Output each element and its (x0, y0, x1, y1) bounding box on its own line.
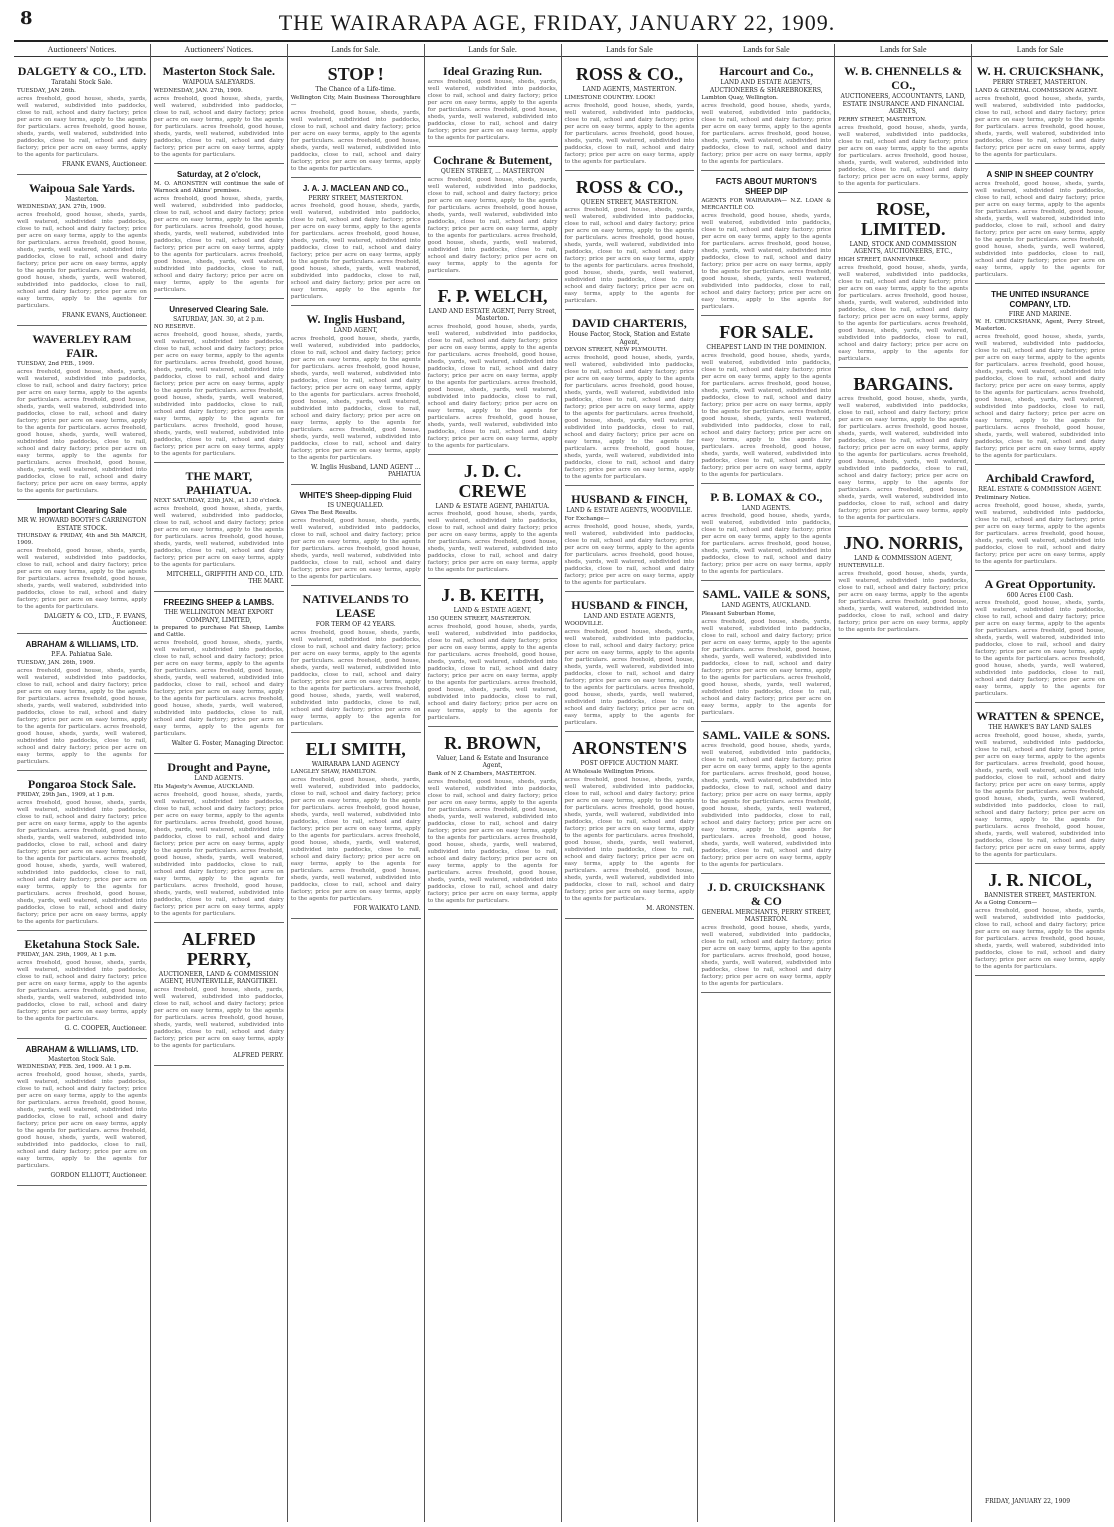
ad-heading: W. B. CHENNELLS & CO., (844, 64, 963, 92)
ad-heading: BARGAINS. (853, 373, 953, 394)
ad-text: Lambton Quay, Wellington. (701, 95, 778, 101)
ad-heading: A SNIP IN SHEEP COUNTRY (986, 169, 1094, 179)
ad-heading: WRATTEN & SPENCE, (976, 709, 1104, 723)
advertisement (291, 308, 421, 485)
ad-subheading: BANNISTER STREET, MASTERTON. (984, 891, 1097, 899)
ad-text: LAND & GENERAL COMMISSION AGENT. (975, 87, 1098, 94)
ad-subheading: Masterton. (65, 195, 99, 203)
ad-text: WEDNESDAY, JAN. 27th, 1909. (153, 87, 243, 94)
advertisement (291, 735, 421, 920)
ad-text: His Majesty's Avenue, AUCKLAND. (153, 783, 255, 790)
ad-subheading: FOR TERM OF 42 YEARS. (315, 621, 396, 628)
ad-body-text: acres freehold, good house, sheds, yards, well watered, subdivided into paddocks, close to rail, school and dairy factory; price per acre on easy terms, apply to the agents for particulars. acres freehold, good house, sheds, yards, well watered, subdivided into paddocks, close to rail, school and dairy factory; price per acre on easy terms, apply to the agents for particulars. (975, 502, 1105, 565)
ad-body-text: acres freehold, good house, sheds, yards, well watered, subdivided into paddocks, close to rail, school and dairy factory; price per acre on easy terms, apply to the agents for particulars. acres freehold, good house, sheds, yards, well watered, subdivided into paddocks, close to rail, school and dairy factory; price per acre on easy terms, apply to the agents for particulars. acres freehold, good house, sheds, yards, well watered, subdivided into paddocks, close to rail, school and dairy factory; price per acre on easy terms, apply to the agents for particulars. acres freehold, good house, sheds, yards, well watered, subdivided into paddocks, close to rail, school and dairy factory; price per acre on easy terms, apply to the agents for particulars. (838, 395, 969, 521)
ad-subheading: SATURDAY, JAN. 30, at 2 p.m. (173, 315, 265, 323)
ad-heading: DALGETY & CO., LTD. (17, 64, 147, 78)
ad-body-text: acres freehold, good house, sheds, yards, well watered, subdivided into paddocks, close to rail, school and dairy factory; price per acre on easy terms, apply to the agents for particulars. acres freehold, good house, sheds, yards, well watered, subdivided into paddocks, close to rail, school and dairy factory; price per acre on easy terms, apply to the agents for particulars. acres freehold, good house, sheds, yards, well watered, subdivided into paddocks, close to rail, school and dairy factory; price per acre on easy terms, apply to the agents for particulars. (701, 213, 832, 310)
ad-heading: FREEZING SHEEP & LAMBS. (163, 598, 275, 607)
ad-body-text: acres freehold, good house, sheds, yards, well watered, subdivided into paddocks, close to rail, school and dairy factory; price per acre on easy terms, apply to the agents for particulars. acres freehold, good house, sheds, yards, well watered, subdivided into paddocks, close to rail, school and dairy factory; price per acre on easy terms, apply to the agents for particulars. acres freehold, good house, sheds, yards, well watered, subdivided into paddocks, close to rail, school and dairy factory; price per acre on easy terms, apply to the agents for particulars. acres freehold, good house, sheds, yards, well watered, subdivided into paddocks, close to rail, school and dairy factory; price per acre on easy terms, apply to the agents for particulars. (153, 332, 284, 457)
ad-heading: ABRAHAM & WILLIAMS, LTD. (25, 1044, 139, 1054)
column-heading: Lands for Sale (698, 44, 834, 57)
advertisement (565, 488, 695, 592)
ad-text: NEXT SATURDAY, 23th JAN., at 1.30 o'clock. (153, 498, 282, 504)
ad-body-text: acres freehold, good house, sheds, yards, well watered, subdivided into paddocks, close to rail, school and dairy factory; price per acre on easy terms, apply to the agents for particulars. acres freehold, good house, sheds, yards, well watered, subdivided into paddocks, close to rail, school and dairy factory; price per acre on easy terms, apply to the agents for particulars. acres freehold, good house, sheds, yards, well watered, subdivided into paddocks, close to rail, school and dairy factory; price per acre on easy terms, apply to the agents for particulars. (427, 623, 558, 721)
ad-signature: Walter G. Foster, Managing Director. (171, 740, 284, 747)
ad-text: NO RESERVE. (153, 324, 196, 330)
ad-body-text: acres freehold, good house, sheds, yards, well watered, subdivided into paddocks, close to rail, school and dairy factory; price per acre on easy terms, apply to the agents for particulars. acres freehold, good house, sheds, yards, well watered, subdivided into paddocks, close to rail, school and dairy factory; price per acre on easy terms, apply to the agents for particulars. acres freehold, good house, sheds, yards, well watered, subdivided into paddocks, close to rail, school and dairy factory; price per acre on easy terms, apply to the agents for particulars. acres freehold, good house, sheds, yards, well watered, subdivided into paddocks, close to rail, school and dairy factory; price per acre on easy terms, apply to the agents for particulars. (564, 776, 695, 902)
ad-subheading: AUCTIONEERS, ACCOUNTANTS, LAND, ESTATE INSURANCE AND FINANCIAL AGENTS, (840, 93, 966, 115)
ad-body-text: acres freehold, good house, sheds, yards, well watered, subdivided into paddocks, close to rail, school and dairy factory; price per acre on easy terms, apply to the agents for particulars. acres freehold, good house, sheds, yards, well watered, subdivided into paddocks, close to rail, school and dairy factory; price per acre on easy terms, apply to the agents for particulars. acres freehold, good house, sheds, yards, well watered, subdivided into paddocks, close to rail, school and dairy factory; price per acre on easy terms, apply to the agents for particulars. acres freehold, good house, sheds, yards, well watered, subdivided into paddocks, close to rail, school and dairy factory; price per acre on easy terms, apply to the agents for particulars. (290, 777, 421, 902)
advertisement (154, 756, 284, 923)
ad-text: HUNTERVILLE. (838, 563, 885, 569)
advertisement (838, 529, 968, 640)
ad-subheading: LAND, STOCK AND COMMISSION AGENTS, AUCTIONEERS, ETC., (849, 240, 957, 255)
ad-heading: Unreserved Clearing Sale. (169, 304, 269, 314)
ad-text: WOODVILLE. (564, 621, 604, 627)
column-heading: Lands for Sale (562, 44, 698, 57)
ad-signature: MITCHELL, GRIFFITH AND CO., LTD. THE MART. (166, 571, 284, 585)
ad-body-text: acres freehold, good house, sheds, yards, well watered, subdivided into paddocks, close to rail, school and dairy factory; price per acre on easy terms, apply to the agents for particulars. acres freehold, good house, sheds, yards, well watered, subdivided into paddocks, close to rail, school and dairy factory; price per acre on easy terms, apply to the agents for particulars. acres freehold, good house, sheds, yards, well watered, subdivided into paddocks, close to rail, school and dairy factory; price per acre on easy terms, apply to the agents for particulars. acres freehold, good house, sheds, yards, well watered, subdivided into paddocks, close to rail, school and dairy factory; price per acre on easy terms, apply to the agents for particulars. (17, 369, 147, 494)
ad-heading: JNO. NORRIS, (843, 532, 963, 553)
column-4 (425, 44, 562, 1522)
advertisement (428, 457, 558, 580)
ad-subheading: GENERAL MERCHANTS, PERRY STREET, MASTERTON. (701, 908, 831, 923)
advertisement (975, 286, 1105, 466)
ad-heading: J. R. NICOL, (988, 869, 1092, 890)
ad-body-text: acres freehold, good house, sheds, yards, well watered, subdivided into paddocks, close to rail, school and dairy factory; price per acre on easy terms, apply to the agents for particulars. acres freehold, good house, sheds, yards, well watered, subdivided into paddocks, close to rail, school and dairy factory; price per acre on easy terms, apply to the agents for particulars. (153, 986, 284, 1049)
advertisement (565, 734, 695, 919)
ad-heading: J. D. C. CREWE (458, 460, 527, 501)
ad-body-text: acres freehold, good house, sheds, yards, well watered, subdivided into paddocks, close to rail, school and dairy factory; price per acre on easy terms, apply to the agents for particulars. acres freehold, good house, sheds, yards, well watered, subdivided into paddocks, close to rail, school and dairy factory; price per acre on easy terms, apply to the agents for particulars. acres freehold, good house, sheds, yards, well watered, subdivided into paddocks, close to rail, school and dairy factory; price per acre on easy terms, apply to the agents for particulars. (153, 195, 284, 293)
ad-body-text: acres freehold, good house, sheds, yards, well watered, subdivided into paddocks, close to rail, school and dairy factory; price per acre on easy terms, apply to the agents for particulars. acres freehold, good house, sheds, yards, well watered, subdivided into paddocks, close to rail, school and dairy factory; price per acre on easy terms, apply to the agents for particulars. (701, 513, 832, 575)
ad-subheading: WAIPOUA SALEYARDS. (182, 79, 256, 86)
ad-subheading: Valuer, Land & Estate and Insurance Agent, (436, 754, 549, 769)
ad-body-text: acres freehold, good house, sheds, yards, well watered, subdivided into paddocks, close to rail, school and dairy factory; price per acre on easy terms, apply to the agents for particulars. acres freehold, good house, sheds, yards, well watered, subdivided into paddocks, close to rail, school and dairy factory; price per acre on easy terms, apply to the agents for particulars. acres freehold, good house, sheds, yards, well watered, subdivided into paddocks, close to rail, school and dairy factory; price per acre on easy terms, apply to the agents for particulars. acres freehold, good house, sheds, yards, well watered, subdivided into paddocks, close to rail, school and dairy factory; price per acre on easy terms, apply to the agents for particulars. (290, 335, 421, 461)
ad-heading: SAML. VAILE & SONS. (702, 727, 830, 742)
ad-subheading: THE WELLINGTON MEAT EXPORT COMPANY, LIMITED, (164, 609, 274, 624)
ad-body-text: acres freehold, good house, sheds, yards, well watered, subdivided into paddocks, close to rail, school and dairy factory; price per acre on easy terms, apply to the agents for particulars. acres freehold, good house, sheds, yards, well watered, subdivided into paddocks, close to rail, school and dairy factory; price per acre on easy terms, apply to the agents for particulars. (838, 124, 969, 187)
ad-heading: Important Clearing Sale (37, 506, 127, 515)
ad-body-text: acres freehold, good house, sheds, yards, well watered, subdivided into paddocks, close to rail, school and dairy factory; price per acre on easy terms, apply to the agents for particulars. acres freehold, good house, sheds, yards, well watered, subdivided into paddocks, close to rail, school and dairy factory; price per acre on easy terms, apply to the agents for particulars. (290, 518, 421, 580)
advertisement (428, 282, 558, 455)
ad-heading: A Great Opportunity. (984, 576, 1096, 591)
advertisement (154, 166, 284, 299)
ad-signature: ALFRED PERRY. (233, 1051, 284, 1059)
ad-body-text: acres freehold, good house, sheds, yards, well watered, subdivided into paddocks, close to rail, school and dairy factory; price per acre on easy terms, apply to the agents for particulars. acres freehold, good house, sheds, yards, well watered, subdivided into paddocks, close to rail, school and dairy factory; price per acre on easy terms, apply to the agents for particulars. acres freehold, good house, sheds, yards, well watered, subdivided into paddocks, close to rail, school and dairy factory; price per acre on easy terms, apply to the agents for particulars. (975, 180, 1105, 278)
ad-text: WEDNESDAY, JAN. 27th, 1909. (17, 204, 106, 210)
advertisement (838, 195, 968, 368)
ad-text: THURSDAY & FRIDAY, 4th and 5th MARCH, 1909. (17, 533, 147, 546)
ad-body-text: acres freehold, good house, sheds, yards, well watered, subdivided into paddocks, close to rail, school and dairy factory; price per acre on easy terms, apply to the agents for particulars. acres freehold, good house, sheds, yards, well watered, subdivided into paddocks, close to rail, school and dairy factory; price per acre on easy terms, apply to the agents for particulars. acres freehold, good house, sheds, yards, well watered, subdivided into paddocks, close to rail, school and dairy factory; price per acre on easy terms, apply to the agents for particulars. (838, 264, 969, 362)
advertisement (975, 705, 1105, 864)
ad-subheading: LAND AND ESTATE AGENT, Perry Street, Masterton. (428, 307, 557, 322)
ad-heading: Pongaroa Stock Sale. (27, 776, 136, 791)
ad-text: DEVON STREET, NEW PLYMOUTH. (564, 347, 668, 353)
ad-subheading: LAND AGENTS. (194, 775, 244, 782)
ad-text: is prepared to purchase Fat Sheep, Lambs and Cattle. (153, 625, 284, 638)
ad-body-text: acres freehold, good house, sheds, yards, well watered, subdivided into paddocks, close to rail, school and dairy factory; price per acre on easy terms, apply to the agents for particulars. acres freehold, good house, sheds, yards, well watered, subdivided into paddocks, close to rail, school and dairy factory; price per acre on easy terms, apply to the agents for particulars. acres freehold, good house, sheds, yards, well watered, subdivided into paddocks, close to rail, school and dairy factory; price per acre on easy terms, apply to the agents for particulars. acres freehold, good house, sheds, yards, well watered, subdivided into paddocks, close to rail, school and dairy factory; price per acre on easy terms, apply to the agents for particulars. (17, 799, 147, 925)
ad-body-text: acres freehold, good house, sheds, yards, well watered, subdivided into paddocks, close to rail, school and dairy factory; price per acre on easy terms, apply to the agents for particulars. acres freehold, good house, sheds, yards, well watered, subdivided into paddocks, close to rail, school and dairy factory; price per acre on easy terms, apply to the agents for particulars. (701, 103, 832, 165)
advertisement (975, 866, 1105, 977)
advertisement (975, 60, 1105, 164)
ad-subheading: FIRE AND MARINE. (1008, 310, 1072, 318)
ad-body-text: acres freehold, good house, sheds, yards, well watered, subdivided into paddocks, close to rail, school and dairy factory; price per acre on easy terms, apply to the agents for particulars. acres freehold, good house, sheds, yards, well watered, subdivided into paddocks, close to rail, school and dairy factory; price per acre on easy terms, apply to the agents for particulars. (290, 109, 421, 172)
ad-text: HIGH STREET, DANNEVIRKE. (838, 256, 926, 263)
ad-body-text: acres freehold, good house, sheds, yards, well watered, subdivided into paddocks, close to rail, school and dairy factory; price per acre on easy terms, apply to the agents for particulars. acres freehold, good house, sheds, yards, well watered, subdivided into paddocks, close to rail, school and dairy factory; price per acre on easy terms, apply to the agents for particulars. acres freehold, good house, sheds, yards, well watered, subdivided into paddocks, close to rail, school and dairy factory; price per acre on easy terms, apply to the agents for particulars. acres freehold, good house, sheds, yards, well watered, subdivided into paddocks, close to rail, school and dairy factory; price per acre on easy terms, apply to the agents for particulars. (153, 791, 284, 917)
ad-subheading: LAND AND ESTATE AGENTS, AUCTIONEERS & SHAREBROKERS, (709, 79, 823, 94)
ad-body-text: acres freehold, good house, sheds, yards, well watered, subdivided into paddocks, close to rail, school and dairy factory; price per acre on easy terms, apply to the agents for particulars. acres freehold, good house, sheds, yards, well watered, subdivided into paddocks, close to rail, school and dairy factory; price per acre on easy terms, apply to the agents for particulars. acres freehold, good house, sheds, yards, well watered, subdivided into paddocks, close to rail, school and dairy factory; price per acre on easy terms, apply to the agents for particulars. (290, 629, 421, 727)
ad-body-text: acres freehold, good house, sheds, yards, well watered, subdivided into paddocks, close to rail, school and dairy factory; price per acre on easy terms, apply to the agents for particulars. acres freehold, good house, sheds, yards, well watered, subdivided into paddocks, close to rail, school and dairy factory; price per acre on easy terms, apply to the agents for particulars. acres freehold, good house, sheds, yards, well watered, subdivided into paddocks, close to rail, school and dairy factory; price per acre on easy terms, apply to the agents for particulars. acres freehold, good house, sheds, yards, well watered, subdivided into paddocks, close to rail, school and dairy factory; price per acre on easy terms, apply to the agents for particulars. (427, 778, 558, 904)
ad-heading: DAVID CHARTERIS, (572, 316, 687, 330)
ad-text: Gives The Best Results. (290, 510, 358, 516)
advertisement (291, 180, 421, 307)
ad-body-text: acres freehold, good house, sheds, yards, well watered, subdivided into paddocks, close to rail, school and dairy factory; price per acre on easy terms, apply to the agents for particulars. acres freehold, good house, sheds, yards, well watered, subdivided into paddocks, close to rail, school and dairy factory; price per acre on easy terms, apply to the agents for particulars. (153, 95, 284, 158)
footer-dateline: FRIDAY, JANUARY 22, 1909 (985, 1498, 1071, 1505)
ad-body-text: acres freehold, good house, sheds, yards, well watered, subdivided into paddocks, close to rail, school and dairy factory; price per acre on easy terms, apply to the agents for particulars. acres freehold, good house, sheds, yards, well watered, subdivided into paddocks, close to rail, school and dairy factory; price per acre on easy terms, apply to the agents for particulars. acres freehold, good house, sheds, yards, well watered, subdivided into paddocks, close to rail, school and dairy factory; price per acre on easy terms, apply to the agents for particulars. (427, 176, 558, 274)
advertisement (428, 149, 558, 280)
advertisement (291, 588, 421, 733)
ad-body-text: acres freehold, good house, sheds, yards, well watered, subdivided into paddocks, close to rail, school and dairy factory; price per acre on easy terms, apply to the agents for particulars. acres freehold, good house, sheds, yards, well watered, subdivided into paddocks, close to rail, school and dairy factory; price per acre on easy terms, apply to the agents for particulars. acres freehold, good house, sheds, yards, well watered, subdivided into paddocks, close to rail, school and dairy factory; price per acre on easy terms, apply to the agents for particulars. acres freehold, good house, sheds, yards, well watered, subdivided into paddocks, close to rail, school and dairy factory; price per acre on easy terms, apply to the agents for particulars. (701, 742, 832, 868)
ad-body-text: acres freehold, good house, sheds, yards, well watered, subdivided into paddocks, close to rail, school and dairy factory; price per acre on easy terms, apply to the agents for particulars. acres freehold, good house, sheds, yards, well watered, subdivided into paddocks, close to rail, school and dairy factory; price per acre on easy terms, apply to the agents for particulars. (17, 95, 147, 158)
advertisement (17, 933, 147, 1039)
column-heading: Lands for Sale (835, 44, 971, 57)
ad-heading: F. P. WELCH, (437, 285, 548, 306)
ad-text: WEDNESDAY, FEB. 3rd, 1909. At 1 p.m. (17, 1064, 132, 1070)
advertisement (975, 573, 1105, 704)
ad-subheading: Masterton Stock Sale. (48, 1055, 116, 1063)
advertisement (565, 594, 695, 733)
advertisement (154, 60, 284, 164)
ad-subheading: LAND & ESTATE AGENT, PAHIATUA. (435, 502, 550, 510)
ad-heading: Drought and Payne, (167, 760, 271, 774)
advertisement (428, 581, 558, 727)
ad-text: LANGLEY SHAW, HAMILTON. (290, 769, 377, 775)
ad-heading: W. Inglis Husband, (306, 312, 405, 326)
ad-signature: M. ARONSTEN. (646, 904, 695, 912)
ad-heading: HUSBAND & FINCH, (571, 492, 688, 506)
ad-subheading: REAL ESTATE & COMMISSION AGENT. (978, 486, 1102, 493)
advertisement (154, 594, 284, 754)
ad-body-text: acres freehold, good house, sheds, yards, well watered, subdivided into paddocks, close to rail, school and dairy factory; price per acre on easy terms, apply to the agents for particulars. acres freehold, good house, sheds, yards, well watered, subdivided into paddocks, close to rail, school and dairy factory; price per acre on easy terms, apply to the agents for particulars. acres freehold, good house, sheds, yards, well watered, subdivided into paddocks, close to rail, school and dairy factory; price per acre on easy terms, apply to the agents for particulars. (17, 1072, 147, 1169)
column-6 (698, 44, 835, 1522)
ad-heading: ROSS & CO., (575, 64, 683, 84)
ad-subheading: QUEEN STREET, MASTERTON. (580, 198, 679, 206)
ad-text: AGENTS FOR WAIRARAPA— N.Z. LOAN & MERCANTILE CO. (701, 198, 832, 211)
advertisement (565, 173, 695, 311)
page-number: 8 (20, 8, 33, 29)
advertisement (17, 328, 147, 500)
ad-text: 150 QUEEN STREET, MASTERTON. (427, 615, 531, 622)
ad-heading: J. D. CRUICKSHANK & CO (707, 879, 826, 908)
advertisement (428, 60, 558, 147)
ad-body-text: acres freehold, good house, sheds, yards, well watered, subdivided into paddocks, close to rail, school and dairy factory; price per acre on easy terms, apply to the agents for particulars. acres freehold, good house, sheds, yards, well watered, subdivided into paddocks, close to rail, school and dairy factory; price per acre on easy terms, apply to the agents for particulars. (153, 506, 284, 568)
ad-subheading: QUEEN STREET, ... MASTERTON (440, 168, 545, 175)
ad-heading: J. B. KEITH, (441, 585, 544, 605)
ad-heading: J. A. J. MACLEAN AND CO., (302, 183, 409, 193)
ad-text: M. O. ARONSTEN will continue the sale of Warnock and Alkins' premises. (153, 180, 284, 194)
ad-heading: Waipoua Sale Yards. (28, 180, 135, 195)
ad-subheading: LAND AGENTS, MASTERTON. (582, 86, 677, 93)
masthead-rule (14, 40, 1108, 42)
ad-body-text: acres freehold, good house, sheds, yards, well watered, subdivided into paddocks, close to rail, school and dairy factory; price per acre on easy terms, apply to the agents for particulars. acres freehold, good house, sheds, yards, well watered, subdivided into paddocks, close to rail, school and dairy factory; price per acre on easy terms, apply to the agents for particulars. acres freehold, good house, sheds, yards, well watered, subdivided into paddocks, close to rail, school and dairy factory; price per acre on easy terms, apply to the agents for particulars. (17, 212, 147, 309)
ad-subheading: Taratahi Stock Sale. (51, 79, 113, 86)
advertisement (17, 636, 147, 771)
ad-heading: NATIVELANDS TO LEASE (302, 592, 409, 620)
ad-subheading: LAND AND ESTATE AGENTS, (583, 612, 676, 620)
advertisement (701, 60, 831, 171)
advertisement (565, 60, 695, 171)
ad-subheading: 600 Acres £100 Cash. (1006, 591, 1074, 599)
column-5 (562, 44, 699, 1522)
ad-heading: ROSS & CO., (575, 176, 683, 197)
ad-subheading: THE HAWKE'S BAY LAND SALES (988, 724, 1092, 731)
ad-body-text: acres freehold, good house, sheds, yards, well watered, subdivided into paddocks, close to rail, school and dairy factory; price per acre on easy terms, apply to the agents for particulars. acres freehold, good house, sheds, yards, well watered, subdivided into paddocks, close to rail, school and dairy factory; price per acre on easy terms, apply to the agents for particulars. acres freehold, good house, sheds, yards, well watered, subdivided into paddocks, close to rail, school and dairy factory; price per acre on easy terms, apply to the agents for particulars. acres freehold, good house, sheds, yards, well watered, subdivided into paddocks, close to rail, school and dairy factory; price per acre on easy terms, apply to the agents for particulars. (975, 334, 1105, 459)
ad-heading: ABRAHAM & WILLIAMS, LTD. (25, 640, 139, 649)
columns (14, 44, 1108, 1522)
advertisement (154, 465, 284, 592)
ad-subheading: AUCTIONEER, LAND & COMMISSION AGENT, HUNTERVILLE, RANGITIKEI. (158, 970, 279, 985)
ad-text: PERRY STREET, MASTERTON. (838, 116, 927, 123)
column-8 (972, 44, 1108, 1522)
ad-heading: Saturday, at 2 o'clock, (177, 169, 261, 179)
advertisement (17, 1041, 147, 1187)
advertisement (17, 773, 147, 931)
ad-heading: W. H. CRUICKSHANK, (976, 64, 1104, 78)
advertisement (701, 318, 831, 484)
ad-subheading: The Chance of a Life-time. (315, 86, 396, 93)
ad-body-text: acres freehold, good house, sheds, yards, well watered, subdivided into paddocks, close to rail, school and dairy factory; price per acre on easy terms, apply to the agents for particulars. acres freehold, good house, sheds, yards, well watered, subdivided into paddocks, close to rail, school and dairy factory; price per acre on easy terms, apply to the agents for particulars. acres freehold, good house, sheds, yards, well watered, subdivided into paddocks, close to rail, school and dairy factory; price per acre on easy terms, apply to the agents for particulars. acres freehold, good house, sheds, yards, well watered, subdivided into paddocks, close to rail, school and dairy factory; price per acre on easy terms, apply to the agents for particulars. (427, 323, 558, 449)
ad-text: Wellington City, Main Business Thoroughfare— (290, 94, 421, 108)
advertisement (291, 487, 421, 587)
advertisement (17, 60, 147, 175)
advertisement (154, 301, 284, 464)
ad-subheading: LAND & ESTATE AGENT, (453, 607, 532, 614)
ad-subheading: WAIRARAPA LAND AGENCY (311, 760, 400, 768)
column-heading: Lands for Sale (972, 44, 1108, 57)
ad-subheading: LAND AGENT, (333, 327, 378, 334)
ad-body-text: acres freehold, good house, sheds, yards, well watered, subdivided into paddocks, close to rail, school and dairy factory; price per acre on easy terms, apply to the agents for particulars. acres freehold, good house, sheds, yards, well watered, subdivided into paddocks, close to rail, school and dairy factory; price per acre on easy terms, apply to the agents for particulars. acres freehold, good house, sheds, yards, well watered, subdivided into paddocks, close to rail, school and dairy factory; price per acre on easy terms, apply to the agents for particulars. (975, 600, 1105, 697)
ad-heading: FACTS ABOUT MURTON'S SHEEP DIP (715, 177, 817, 196)
advertisement (428, 729, 558, 910)
ad-signature: FRANK EVANS, Auctioneer. (62, 160, 147, 168)
column-heading: Lands for Sale. (425, 44, 561, 57)
ad-body-text: acres freehold, good house, sheds, yards, well watered, subdivided into paddocks, close to rail, school and dairy factory; price per acre on easy terms, apply to the agents for particulars. acres freehold, good house, sheds, yards, well watered, subdivided into paddocks, close to rail, school and dairy factory; price per acre on easy terms, apply to the agents for particulars. acres freehold, good house, sheds, yards, well watered, subdivided into paddocks, close to rail, school and dairy factory; price per acre on easy terms, apply to the agents for particulars. (564, 207, 695, 304)
ad-text: TUESDAY, JAN 26th. (17, 87, 76, 94)
ad-text: Bank of N Z Chambers, MASTERTON. (427, 770, 537, 777)
advertisement (975, 467, 1105, 571)
ad-heading: SAML. VAILE & SONS, (702, 587, 830, 601)
ad-body-text: acres freehold, good house, sheds, yards, well watered, subdivided into paddocks, close to rail, school and dairy factory; price per acre on easy terms, apply to the agents for particulars. acres freehold, good house, sheds, yards, well watered, subdivided into paddocks, close to rail, school and dairy factory; price per acre on easy terms, apply to the agents for particulars. acres freehold, good house, sheds, yards, well watered, subdivided into paddocks, close to rail, school and dairy factory; price per acre on easy terms, apply to the agents for particulars. acres freehold, good house, sheds, yards, well watered, subdivided into paddocks, close to rail, school and dairy factory; price per acre on easy terms, apply to the agents for particulars. (564, 355, 695, 480)
ad-heading: Eketahuna Stock Sale. (24, 936, 140, 951)
ad-heading: P. B. LOMAX & CO., (710, 489, 823, 504)
column-heading: Lands for Sale. (288, 44, 424, 57)
ad-body-text: acres freehold, good house, sheds, yards, well watered, subdivided into paddocks, close to rail, school and dairy factory; price per acre on easy terms, apply to the agents for particulars. acres freehold, good house, sheds, yards, well watered, subdivided into paddocks, close to rail, school and dairy factory; price per acre on easy terms, apply to the agents for particulars. (975, 95, 1105, 158)
ad-body-text: acres freehold, good house, sheds, yards, well watered, subdivided into paddocks, close to rail, school and dairy factory; price per acre on easy terms, apply to the agents for particulars. acres freehold, good house, sheds, yards, well watered, subdivided into paddocks, close to rail, school and dairy factory; price per acre on easy terms, apply to the agents for particulars. (564, 523, 695, 586)
advertisement (701, 486, 831, 582)
ad-heading: ROSE, LIMITED. (860, 198, 946, 239)
ad-subheading: LAND AGENTS. (741, 504, 791, 512)
ad-heading: HUSBAND & FINCH, (571, 597, 688, 612)
ad-heading: ELI SMITH, (305, 738, 406, 759)
advertisement (975, 166, 1105, 284)
advertisement (17, 177, 147, 327)
ad-body-text: acres freehold, good house, sheds, yards, well watered, subdivided into paddocks, close to rail, school and dairy factory; price per acre on easy terms, apply to the agents for particulars. acres freehold, good house, sheds, yards, well watered, subdivided into paddocks, close to rail, school and dairy factory; price per acre on easy terms, apply to the agents for particulars. (17, 548, 147, 610)
ad-subheading: House Factor, Stock, Station and Estate Agent, (568, 331, 691, 346)
ad-signature: FRANK EVANS, Auctioneer. (62, 312, 147, 319)
ad-heading: WHITE'S Sheep-dipping Fluid (299, 490, 412, 500)
ad-heading: THE UNITED INSURANCE COMPANY, LTD. (991, 289, 1089, 309)
ad-body-text: acres freehold, good house, sheds, yards, well watered, subdivided into paddocks, close to rail, school and dairy factory; price per acre on easy terms, apply to the agents for particulars. acres freehold, good house, sheds, yards, well watered, subdivided into paddocks, close to rail, school and dairy factory; price per acre on easy terms, apply to the agents for particulars. acres freehold, good house, sheds, yards, well watered, subdivided into paddocks, close to rail, school and dairy factory; price per acre on easy terms, apply to the agents for particulars. (17, 667, 147, 765)
ad-text: As a Going Concern— (975, 900, 1038, 906)
ad-heading: ALFRED PERRY, (181, 928, 256, 969)
advertisement (701, 583, 831, 722)
ad-text: For Exchange— (564, 515, 610, 522)
column-heading: Auctioneers' Notices. (151, 44, 287, 57)
ad-text: FRIDAY, 29th Jan., 1909, at 1 p.m. (17, 791, 115, 798)
ad-signature: W. Inglis Husband, LAND AGENT ... PAHIATUA (311, 463, 421, 478)
ad-heading: THE MART, PAHIATUA. (185, 469, 253, 497)
ad-body-text: acres freehold, good house, sheds, yards, well watered, subdivided into paddocks, close to rail, school and dairy factory; price per acre on easy terms, apply to the agents for particulars. acres freehold, good house, sheds, yards, well watered, subdivided into paddocks, close to rail, school and dairy factory; price per acre on easy terms, apply to the agents for particulars. acres freehold, good house, sheds, yards, well watered, subdivided into paddocks, close to rail, school and dairy factory; price per acre on easy terms, apply to the agents for particulars. (564, 629, 695, 726)
ad-heading: Masterton Stock Sale. (162, 64, 275, 78)
ad-body-text: acres freehold, good house, sheds, yards, well watered, subdivided into paddocks, close to rail, school and dairy factory; price per acre on easy terms, apply to the agents for particulars. acres freehold, good house, sheds, yards, well watered, subdivided into paddocks, close to rail, school and dairy factory; price per acre on easy terms, apply to the agents for particulars. (564, 102, 695, 165)
ad-text: W. H. CRUICKSHANK, Agent, Perry Street, Masterton. (975, 319, 1105, 332)
column-7 (835, 44, 972, 1522)
ad-heading: Cochrane & Butement, (433, 153, 553, 167)
ad-signature: G. C. COOPER, Auctioneer. (64, 1024, 147, 1032)
ad-heading: STOP ! (327, 64, 384, 84)
column-heading: Auctioneers' Notices. (14, 44, 150, 57)
ad-body-text: acres freehold, good house, sheds, yards, well watered, subdivided into paddocks, close to rail, school and dairy factory; price per acre on easy terms, apply to the agents for particulars. acres freehold, good house, sheds, yards, well watered, subdivided into paddocks, close to rail, school and dairy factory; price per acre on easy terms, apply to the agents for particulars. acres freehold, good house, sheds, yards, well watered, subdivided into paddocks, close to rail, school and dairy factory; price per acre on easy terms, apply to the agents for particulars. acres freehold, good house, sheds, yards, well watered, subdivided into paddocks, close to rail, school and dairy factory; price per acre on easy terms, apply to the agents for particulars. (701, 352, 832, 478)
ad-subheading: MR W. HOWARD BOOTH'S CARRINGTON ESTATE STOCK. (17, 517, 147, 532)
ad-heading: Archibald Crawford, (985, 471, 1095, 485)
ad-subheading: IS UNEQUALLED. (327, 501, 384, 509)
ad-body-text: acres freehold, good house, sheds, yards, well watered, subdivided into paddocks, close to rail, school and dairy factory; price per acre on easy terms, apply to the agents for particulars. acres freehold, good house, sheds, yards, well watered, subdivided into paddocks, close to rail, school and dairy factory; price per acre on easy terms, apply to the agents for particulars. acres freehold, good house, sheds, yards, well watered, subdivided into paddocks, close to rail, school and dairy factory; price per acre on easy terms, apply to the agents for particulars. (290, 203, 421, 300)
advertisement (701, 173, 831, 316)
ad-body-text: acres freehold, good house, sheds, yards, well watered, subdivided into paddocks, close to rail, school and dairy factory; price per acre on easy terms, apply to the agents for particulars. acres freehold, good house, sheds, yards, well watered, subdivided into paddocks, close to rail, school and dairy factory; price per acre on easy terms, apply to the agents for particulars. (427, 511, 558, 573)
ad-text: LIMESTONE COUNTRY. LOOK! (564, 94, 656, 101)
ad-subheading: PERRY STREET, MASTERTON. (308, 194, 403, 202)
ad-text: Pleasant Suburban Home, (701, 610, 776, 617)
ad-subheading: LAND & ESTATE AGENTS, WOODVILLE. (566, 507, 693, 514)
ad-heading: ARONSTEN'S (571, 738, 687, 758)
ad-signature: GORDON ELLIOTT, Auctioneer. (50, 1172, 147, 1179)
ad-body-text: acres freehold, good house, sheds, yards, well watered, subdivided into paddocks, close to rail, school and dairy factory; price per acre on easy terms, apply to the agents for particulars. acres freehold, good house, sheds, yards, well watered, subdivided into paddocks, close to rail, school and dairy factory; price per acre on easy terms, apply to the agents for particulars. (701, 924, 832, 987)
ad-signature: FOR WAIKATO LAND. (353, 905, 421, 912)
advertisement (838, 370, 968, 527)
newspaper-title: THE WAIRARAPA AGE, FRIDAY, JANUARY 22, 1909. (278, 10, 836, 35)
ad-heading: Ideal Grazing Run. (443, 64, 543, 78)
ad-heading: Harcourt and Co., (719, 64, 814, 78)
ad-body-text: acres freehold, good house, sheds, yards, well watered, subdivided into paddocks, close to rail, school and dairy factory; price per acre on easy terms, apply to the agents for particulars. acres freehold, good house, sheds, yards, well watered, subdivided into paddocks, close to rail, school and dairy factory; price per acre on easy terms, apply to the agents for particulars. acres freehold, good house, sheds, yards, well watered, subdivided into paddocks, close to rail, school and dairy factory; price per acre on easy terms, apply to the agents for particulars. (153, 640, 284, 737)
advertisement (17, 502, 147, 634)
ad-body-text: acres freehold, good house, sheds, yards, well watered, subdivided into paddocks, close to rail, school and dairy factory; price per acre on easy terms, apply to the agents for particulars. acres freehold, good house, sheds, yards, well watered, subdivided into paddocks, close to rail, school and dairy factory; price per acre on easy terms, apply to the agents for particulars. (838, 571, 969, 633)
ad-text: TUESDAY, 2nd FEB., 1909. (17, 361, 95, 367)
ad-heading: FOR SALE. (719, 322, 814, 342)
ad-subheading: P.F.A. Pahiatua Sale. (51, 651, 113, 658)
ad-text: At Wholesale Wellington Prices. (564, 768, 655, 775)
ad-subheading: LAND AGENTS, AUCKLAND. (721, 602, 811, 609)
ad-heading: WAVERLEY RAM FAIR. (32, 332, 132, 360)
ad-text: TUESDAY, JAN. 26th, 1909. (17, 659, 96, 666)
ad-body-text: acres freehold, good house, sheds, yards, well watered, subdivided into paddocks, close to rail, school and dairy factory; price per acre on easy terms, apply to the agents for particulars. acres freehold, good house, sheds, yards, well watered, subdivided into paddocks, close to rail, school and dairy factory; price per acre on easy terms, apply to the agents for particulars. (427, 79, 558, 141)
advertisement (838, 60, 968, 193)
ad-body-text: acres freehold, good house, sheds, yards, well watered, subdivided into paddocks, close to rail, school and dairy factory; price per acre on easy terms, apply to the agents for particulars. acres freehold, good house, sheds, yards, well watered, subdivided into paddocks, close to rail, school and dairy factory; price per acre on easy terms, apply to the agents for particulars. (17, 959, 147, 1022)
ad-body-text: acres freehold, good house, sheds, yards, well watered, subdivided into paddocks, close to rail, school and dairy factory; price per acre on easy terms, apply to the agents for particulars. acres freehold, good house, sheds, yards, well watered, subdivided into paddocks, close to rail, school and dairy factory; price per acre on easy terms, apply to the agents for particulars. acres freehold, good house, sheds, yards, well watered, subdivided into paddocks, close to rail, school and dairy factory; price per acre on easy terms, apply to the agents for particulars. acres freehold, good house, sheds, yards, well watered, subdivided into paddocks, close to rail, school and dairy factory; price per acre on easy terms, apply to the agents for particulars. (975, 732, 1105, 858)
ad-text: FRIDAY, JAN. 29th, 1909, At 1 p.m. (17, 951, 117, 958)
column-3 (288, 44, 425, 1522)
ad-body-text: acres freehold, good house, sheds, yards, well watered, subdivided into paddocks, close to rail, school and dairy factory; price per acre on easy terms, apply to the agents for particulars. acres freehold, good house, sheds, yards, well watered, subdivided into paddocks, close to rail, school and dairy factory; price per acre on easy terms, apply to the agents for particulars. (975, 908, 1105, 970)
ad-subheading: PERRY STREET, MASTERTON. (992, 79, 1088, 86)
ad-subheading: LAND & COMMISSION AGENT, (854, 554, 953, 562)
ad-text: Preliminary Notice. (975, 494, 1031, 501)
ad-subheading: CHEAPEST LAND IN THE DOMINION. (706, 344, 827, 351)
advertisement (701, 876, 831, 993)
ad-subheading: POST OFFICE AUCTION MART. (580, 760, 679, 767)
column-1 (14, 44, 151, 1522)
masthead (0, 0, 1114, 40)
column-2 (151, 44, 288, 1522)
ad-signature: DALGETY & CO., LTD., F. EVANS, Auctioneer. (44, 613, 147, 627)
advertisement (701, 724, 831, 874)
advertisement (154, 925, 284, 1066)
advertisement (291, 60, 421, 178)
ad-heading: R. BROWN, (444, 732, 541, 753)
ad-body-text: acres freehold, good house, sheds, yards, well watered, subdivided into paddocks, close to rail, school and dairy factory; price per acre on easy terms, apply to the agents for particulars. acres freehold, good house, sheds, yards, well watered, subdivided into paddocks, close to rail, school and dairy factory; price per acre on easy terms, apply to the agents for particulars. acres freehold, good house, sheds, yards, well watered, subdivided into paddocks, close to rail, school and dairy factory; price per acre on easy terms, apply to the agents for particulars. (701, 618, 832, 716)
advertisement (565, 312, 695, 486)
